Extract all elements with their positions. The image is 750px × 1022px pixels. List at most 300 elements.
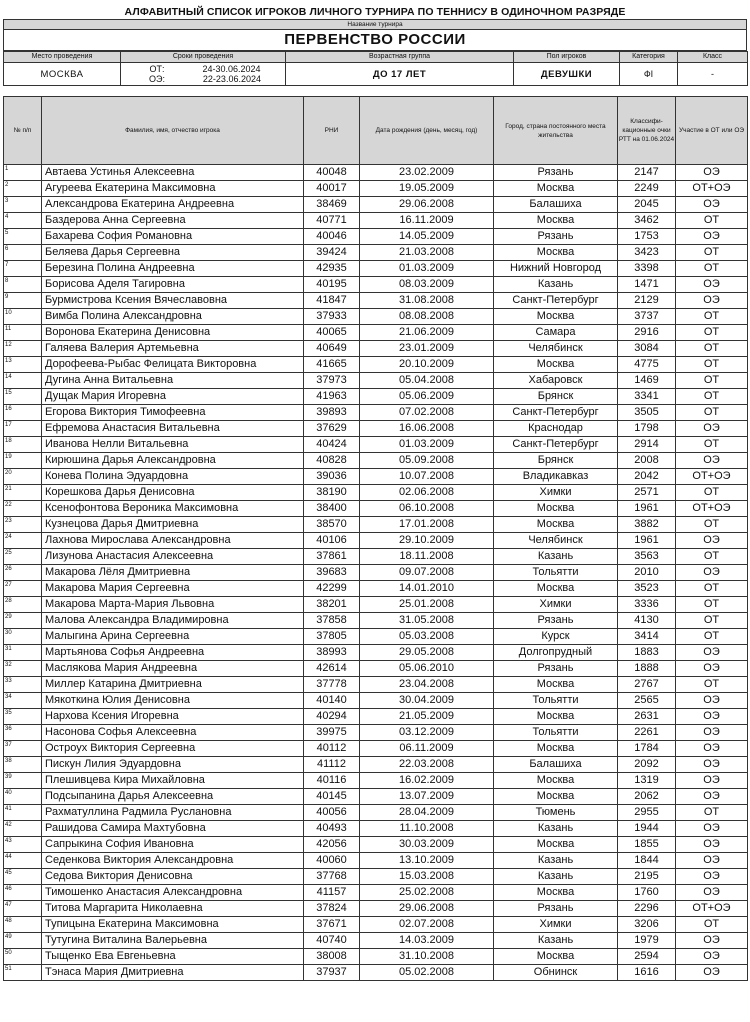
player-dob: 14.01.2010 (360, 581, 494, 597)
player-dob: 29.06.2008 (360, 901, 494, 917)
player-city: Москва (494, 949, 618, 965)
player-rni: 40771 (304, 213, 360, 229)
player-points: 2008 (618, 453, 676, 469)
player-rni: 40145 (304, 789, 360, 805)
name-column-header: Фамилия, имя, отчество игрока (42, 97, 304, 165)
player-name: Мартьянова Софья Андреевна (42, 645, 304, 661)
table-row (4, 373, 748, 389)
player-points: 1798 (618, 421, 676, 437)
venue-header: Место проведения (4, 52, 121, 63)
row-number: 46 (4, 885, 42, 901)
player-participation: ОЭ (676, 453, 748, 469)
player-dob: 28.04.2009 (360, 805, 494, 821)
player-points: 1888 (618, 661, 676, 677)
player-city: Санкт-Петербург (494, 293, 618, 309)
player-city: Москва (494, 245, 618, 261)
table-row (4, 565, 748, 581)
player-name: Борисова Аделя Тагировна (42, 277, 304, 293)
player-city: Рязань (494, 165, 618, 181)
player-city: Рязань (494, 661, 618, 677)
player-name: Бахарева София Романовна (42, 229, 304, 245)
player-name: Макарова Лёля Дмитриевна (42, 565, 304, 581)
player-rni: 41847 (304, 293, 360, 309)
row-number: 15 (4, 389, 42, 405)
player-points: 2042 (618, 469, 676, 485)
player-city: Рязань (494, 901, 618, 917)
player-participation: ОЭ (676, 709, 748, 725)
player-city: Москва (494, 837, 618, 853)
player-name: Тутугина Виталина Валерьевна (42, 933, 304, 949)
player-name: Мякоткина Юлия Денисовна (42, 693, 304, 709)
player-points: 2092 (618, 757, 676, 773)
table-row (4, 277, 748, 293)
player-city: Балашиха (494, 757, 618, 773)
player-city: Казань (494, 821, 618, 837)
player-city: Рязань (494, 229, 618, 245)
player-city: Владикавказ (494, 469, 618, 485)
player-points: 1979 (618, 933, 676, 949)
player-rni: 37629 (304, 421, 360, 437)
player-points: 3084 (618, 341, 676, 357)
player-city: Москва (494, 181, 618, 197)
player-name: Иванова Нелли Витальевна (42, 437, 304, 453)
player-name: Ефремова Анастасия Витальевна (42, 421, 304, 437)
player-rni: 40740 (304, 933, 360, 949)
table-row (4, 613, 748, 629)
player-participation: ОЭ (676, 645, 748, 661)
tournament-header (3, 19, 747, 51)
player-participation: ОТ+ОЭ (676, 181, 748, 197)
player-points: 2249 (618, 181, 676, 197)
row-number: 2 (4, 181, 42, 197)
player-name: Дугина Анна Витальевна (42, 373, 304, 389)
table-row (4, 389, 748, 405)
player-participation: ОЭ (676, 789, 748, 805)
table-row (4, 645, 748, 661)
player-rni: 39975 (304, 725, 360, 741)
player-dob: 08.08.2008 (360, 309, 494, 325)
player-name: Вимба Полина Александровна (42, 309, 304, 325)
table-row (4, 405, 748, 421)
player-dob: 25.01.2008 (360, 597, 494, 613)
player-dob: 31.08.2008 (360, 293, 494, 309)
table-row (4, 357, 748, 373)
player-points: 2767 (618, 677, 676, 693)
row-number: 36 (4, 725, 42, 741)
player-dob: 05.06.2009 (360, 389, 494, 405)
player-dob: 18.11.2008 (360, 549, 494, 565)
row-number: 41 (4, 805, 42, 821)
player-participation: ОТ (676, 629, 748, 645)
player-participation: ОЭ (676, 197, 748, 213)
player-city: Курск (494, 629, 618, 645)
table-row (4, 165, 748, 181)
player-rni: 40065 (304, 325, 360, 341)
player-participation: ОТ (676, 597, 748, 613)
player-points: 1616 (618, 965, 676, 981)
table-row (4, 261, 748, 277)
player-rni: 38201 (304, 597, 360, 613)
player-name: Макарова Мария Сергеевна (42, 581, 304, 597)
player-name: Кирюшина Дарья Александровна (42, 453, 304, 469)
player-name: Тимошенко Анастасия Александровна (42, 885, 304, 901)
player-city: Балашиха (494, 197, 618, 213)
player-name: Агуреева Екатерина Максимовна (42, 181, 304, 197)
row-number: 44 (4, 853, 42, 869)
player-dob: 10.07.2008 (360, 469, 494, 485)
player-participation: ОЭ (676, 229, 748, 245)
player-city: Тольятти (494, 565, 618, 581)
player-rni: 41112 (304, 757, 360, 773)
player-participation: ОЭ (676, 757, 748, 773)
player-participation: ОЭ (676, 949, 748, 965)
player-dob: 30.04.2009 (360, 693, 494, 709)
dates-header: Сроки проведения (121, 52, 286, 63)
player-city: Брянск (494, 453, 618, 469)
player-points: 3414 (618, 629, 676, 645)
main-dates-value: 24-30.06.2024 (202, 64, 261, 74)
table-row (4, 773, 748, 789)
player-rni: 42614 (304, 661, 360, 677)
player-dob: 23.02.2009 (360, 165, 494, 181)
player-city: Нижний Новгород (494, 261, 618, 277)
table-row (4, 789, 748, 805)
player-points: 1469 (618, 373, 676, 389)
player-city: Москва (494, 213, 618, 229)
table-row (4, 421, 748, 437)
player-participation: ОЭ (676, 933, 748, 949)
player-participation: ОТ (676, 677, 748, 693)
qualifying-dates-label: ОЭ: (149, 74, 165, 84)
player-rni: 37933 (304, 309, 360, 325)
table-row (4, 629, 748, 645)
player-points: 3206 (618, 917, 676, 933)
player-city: Краснодар (494, 421, 618, 437)
table-row (4, 533, 748, 549)
player-points: 1753 (618, 229, 676, 245)
player-participation: ОТ (676, 405, 748, 421)
player-participation: ОЭ (676, 837, 748, 853)
player-city: Рязань (494, 613, 618, 629)
player-name: Титова Маргарита Николаевна (42, 901, 304, 917)
player-points: 2955 (618, 805, 676, 821)
player-name: Малова Александра Владимировна (42, 613, 304, 629)
row-number: 5 (4, 229, 42, 245)
player-rni: 38469 (304, 197, 360, 213)
table-row (4, 805, 748, 821)
player-city: Химки (494, 917, 618, 933)
table-row (4, 517, 748, 533)
row-number: 22 (4, 501, 42, 517)
player-participation: ОЭ (676, 965, 748, 981)
player-points: 1944 (618, 821, 676, 837)
table-row (4, 213, 748, 229)
player-points: 3523 (618, 581, 676, 597)
table-row (4, 965, 748, 981)
player-points: 2916 (618, 325, 676, 341)
document-page (3, 6, 747, 981)
player-participation: ОЭ (676, 293, 748, 309)
table-row (4, 741, 748, 757)
player-city: Москва (494, 581, 618, 597)
table-row (4, 661, 748, 677)
player-rni: 40424 (304, 437, 360, 453)
player-name: Миллер Катарина Дмитриевна (42, 677, 304, 693)
row-number: 37 (4, 741, 42, 757)
player-dob: 11.10.2008 (360, 821, 494, 837)
player-points: 4130 (618, 613, 676, 629)
city-column-header: Город, страна постоянного места жительства (494, 97, 618, 165)
players-table-body (4, 165, 748, 981)
player-participation: ОЭ (676, 661, 748, 677)
player-dob: 13.10.2009 (360, 853, 494, 869)
gender-value: ДЕВУШКИ (514, 63, 620, 86)
participation-column-header: Участие в ОТ или ОЭ (676, 97, 748, 165)
row-number: 21 (4, 485, 42, 501)
table-row (4, 453, 748, 469)
player-city: Химки (494, 597, 618, 613)
row-number: 35 (4, 709, 42, 725)
row-number: 33 (4, 677, 42, 693)
player-points: 3341 (618, 389, 676, 405)
player-dob: 23.04.2008 (360, 677, 494, 693)
player-dob: 05.09.2008 (360, 453, 494, 469)
player-name: Воронова Екатерина Денисовна (42, 325, 304, 341)
player-city: Казань (494, 869, 618, 885)
table-row (4, 469, 748, 485)
player-points: 4775 (618, 357, 676, 373)
player-name: Беляева Дарья Сергеевна (42, 245, 304, 261)
player-points: 3423 (618, 245, 676, 261)
player-dob: 16.02.2009 (360, 773, 494, 789)
row-number: 1 (4, 165, 42, 181)
player-participation: ОЭ (676, 693, 748, 709)
tournament-name-label: Название турнира (4, 20, 747, 30)
player-rni: 42056 (304, 837, 360, 853)
table-row (4, 197, 748, 213)
row-number: 49 (4, 933, 42, 949)
player-participation: ОТ (676, 805, 748, 821)
player-city: Москва (494, 709, 618, 725)
player-rni: 37671 (304, 917, 360, 933)
player-participation: ОЭ (676, 885, 748, 901)
player-points: 2571 (618, 485, 676, 501)
player-participation: ОТ (676, 309, 748, 325)
player-name: Галяева Валерия Артемьевна (42, 341, 304, 357)
players-table (3, 96, 748, 981)
age-group-header: Возрастная группа (286, 52, 514, 63)
player-participation: ОТ (676, 261, 748, 277)
player-points: 1883 (618, 645, 676, 661)
row-number: 19 (4, 453, 42, 469)
player-rni: 37973 (304, 373, 360, 389)
row-number: 6 (4, 245, 42, 261)
player-name: Рашидова Самира Махтубовна (42, 821, 304, 837)
player-dob: 19.05.2009 (360, 181, 494, 197)
player-name: Александрова Екатерина Андреевна (42, 197, 304, 213)
player-name: Кузнецова Дарья Дмитриевна (42, 517, 304, 533)
player-participation: ОТ (676, 917, 748, 933)
table-row (4, 901, 748, 917)
player-participation: ОЭ (676, 869, 748, 885)
num-column-header: № п/п (4, 97, 42, 165)
age-group-value: ДО 17 ЛЕТ (286, 63, 514, 86)
player-points: 1844 (618, 853, 676, 869)
player-name: Лахнова Мирослава Александровна (42, 533, 304, 549)
row-number: 3 (4, 197, 42, 213)
player-rni: 39683 (304, 565, 360, 581)
player-dob: 14.05.2009 (360, 229, 494, 245)
row-number: 16 (4, 405, 42, 421)
table-row (4, 437, 748, 453)
player-rni: 40060 (304, 853, 360, 869)
player-points: 2062 (618, 789, 676, 805)
player-rni: 39036 (304, 469, 360, 485)
player-city: Москва (494, 309, 618, 325)
player-name: Дущак Мария Игоревна (42, 389, 304, 405)
venue-value: МОСКВА (4, 63, 121, 86)
table-row (4, 485, 748, 501)
category-header: Категория (620, 52, 678, 63)
row-number: 32 (4, 661, 42, 677)
player-points: 3336 (618, 597, 676, 613)
player-participation: ОТ+ОЭ (676, 469, 748, 485)
player-rni: 37824 (304, 901, 360, 917)
player-name: Корешкова Дарья Денисовна (42, 485, 304, 501)
player-dob: 21.05.2009 (360, 709, 494, 725)
player-city: Тольятти (494, 693, 618, 709)
table-row (4, 293, 748, 309)
player-points: 3505 (618, 405, 676, 421)
player-points: 1760 (618, 885, 676, 901)
player-participation: ОТ (676, 341, 748, 357)
player-name: Тыщенко Ева Евгеньевна (42, 949, 304, 965)
player-dob: 06.11.2009 (360, 741, 494, 757)
dates-value (121, 63, 286, 86)
row-number: 10 (4, 309, 42, 325)
gender-header: Пол игроков (514, 52, 620, 63)
player-city: Самара (494, 325, 618, 341)
player-city: Москва (494, 885, 618, 901)
player-participation: ОТ (676, 485, 748, 501)
player-dob: 14.03.2009 (360, 933, 494, 949)
row-number: 43 (4, 837, 42, 853)
player-dob: 08.03.2009 (360, 277, 494, 293)
row-number: 24 (4, 533, 42, 549)
row-number: 48 (4, 917, 42, 933)
player-name: Маслякова Мария Андреевна (42, 661, 304, 677)
player-points: 2010 (618, 565, 676, 581)
row-number: 45 (4, 869, 42, 885)
player-city: Москва (494, 677, 618, 693)
player-dob: 21.06.2009 (360, 325, 494, 341)
tournament-name: ПЕРВЕНСТВО РОССИИ (4, 30, 747, 51)
row-number: 11 (4, 325, 42, 341)
player-participation: ОТ+ОЭ (676, 501, 748, 517)
player-name: Березина Полина Андреевна (42, 261, 304, 277)
player-rni: 38400 (304, 501, 360, 517)
player-dob: 16.06.2008 (360, 421, 494, 437)
player-rni: 42935 (304, 261, 360, 277)
player-name: Автаева Устинья Алексеевна (42, 165, 304, 181)
player-participation: ОТ (676, 549, 748, 565)
player-participation: ОТ (676, 325, 748, 341)
player-city: Казань (494, 549, 618, 565)
table-row (4, 309, 748, 325)
player-city: Обнинск (494, 965, 618, 981)
player-rni: 37937 (304, 965, 360, 981)
table-row (4, 597, 748, 613)
table-row (4, 725, 748, 741)
player-rni: 38993 (304, 645, 360, 661)
player-dob: 29.05.2008 (360, 645, 494, 661)
row-number: 18 (4, 437, 42, 453)
player-points: 3737 (618, 309, 676, 325)
player-rni: 39424 (304, 245, 360, 261)
player-dob: 17.01.2008 (360, 517, 494, 533)
player-name: Рахматуллина Радмила Руслановна (42, 805, 304, 821)
player-name: Подсыпанина Дарья Алексеевна (42, 789, 304, 805)
table-row (4, 501, 748, 517)
player-rni: 40056 (304, 805, 360, 821)
player-dob: 06.10.2008 (360, 501, 494, 517)
player-rni: 37768 (304, 869, 360, 885)
player-dob: 31.10.2008 (360, 949, 494, 965)
table-row (4, 757, 748, 773)
player-rni: 40116 (304, 773, 360, 789)
player-participation: ОТ (676, 357, 748, 373)
player-rni: 41665 (304, 357, 360, 373)
player-name: Егорова Виктория Тимофеевна (42, 405, 304, 421)
player-participation: ОЭ (676, 165, 748, 181)
player-name: Тупицына Екатерина Максимовна (42, 917, 304, 933)
player-rni: 40649 (304, 341, 360, 357)
player-city: Москва (494, 517, 618, 533)
table-row (4, 229, 748, 245)
player-city: Санкт-Петербург (494, 405, 618, 421)
row-number: 7 (4, 261, 42, 277)
player-rni: 38008 (304, 949, 360, 965)
player-rni: 37861 (304, 549, 360, 565)
player-dob: 20.10.2009 (360, 357, 494, 373)
player-name: Малыгина Арина Сергеевна (42, 629, 304, 645)
player-name: Сапрыкина София Ивановна (42, 837, 304, 853)
player-name: Насонова Софья Алексеевна (42, 725, 304, 741)
player-participation: ОТ (676, 437, 748, 453)
player-participation: ОЭ (676, 421, 748, 437)
player-participation: ОЭ (676, 533, 748, 549)
table-row (4, 917, 748, 933)
player-rni: 40294 (304, 709, 360, 725)
main-dates-label: ОТ: (149, 64, 165, 74)
player-points: 2631 (618, 709, 676, 725)
row-number: 40 (4, 789, 42, 805)
category-value: ФI (620, 63, 678, 86)
row-number: 9 (4, 293, 42, 309)
player-name: Ксенофонтова Вероника Максимовна (42, 501, 304, 517)
player-participation: ОЭ (676, 277, 748, 293)
player-name: Нархова Ксения Игоревна (42, 709, 304, 725)
player-rni: 37778 (304, 677, 360, 693)
player-city: Тюмень (494, 805, 618, 821)
player-points: 2296 (618, 901, 676, 917)
player-rni: 41963 (304, 389, 360, 405)
player-participation: ОТ+ОЭ (676, 901, 748, 917)
row-number: 42 (4, 821, 42, 837)
player-participation: ОЭ (676, 821, 748, 837)
player-dob: 07.02.2008 (360, 405, 494, 421)
player-points: 2045 (618, 197, 676, 213)
